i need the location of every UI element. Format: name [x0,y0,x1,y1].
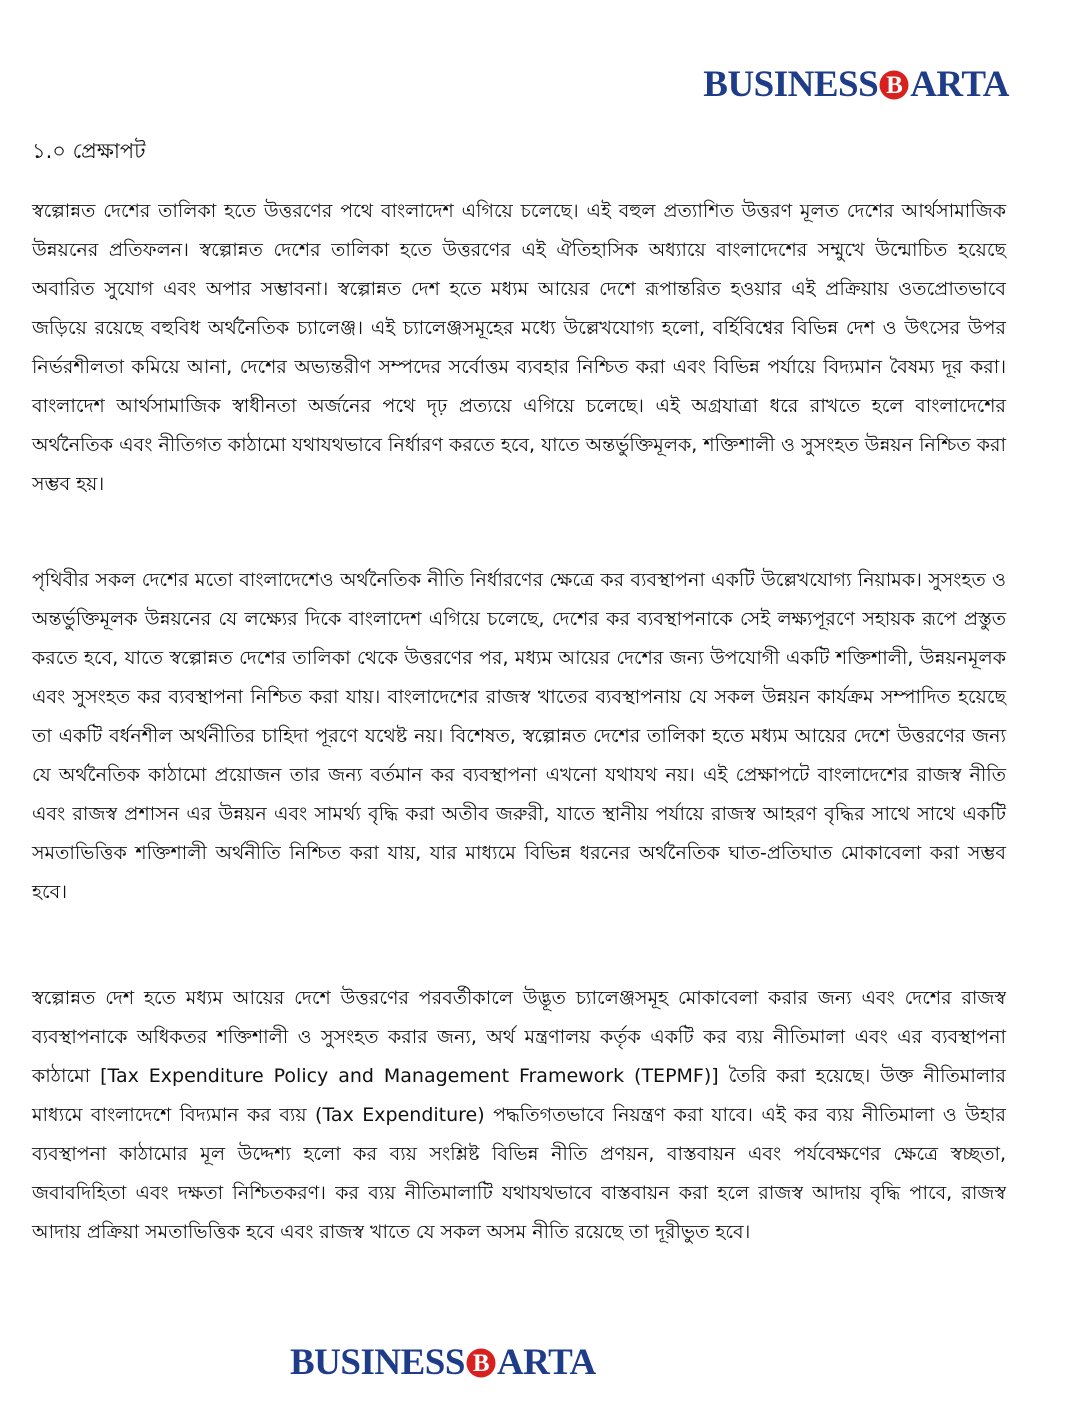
paragraph-context-1: স্বল্পোন্নত দেশের তালিকা হতে উত্তরণের পথে বাংলাদেশ এগিয়ে চলেছে। এই বহুল প্রত্যাশিত উত্তরণ মূলত দেশের আর্থসামাজিক উন্নয়নের প্রতিফলন। স্বল্পোন্নত দেশের তালিকা হতে উত্তরণের এই ঐতিহাসিক অধ্যায়ে বাংলাদেশের সম্মুখে উন্মোচিত হয়েছে অবারিত সুযোগ এবং অপার সম্ভাবনা। স্বল্পোন্নত দেশ হতে মধ্যম আয়ের দেশে রূপান্তরিত হওয়ার এই প্রক্রিয়ায় ওতপ্রোতভাবে জড়িয়ে রয়েছে বহুবিধ অর্থনৈতিক চ্যালেঞ্জ। এই চ্যালেঞ্জসমূহের মধ্যে উল্লেখযোগ্য হলো, বর্হিবিশ্বের বিভিন্ন দেশ ও উৎসের উপর নির্ভরশীলতা কমিয়ে আনা, দেশের অভ্যন্তরীণ সম্পদের সর্বোত্তম ব্যবহার নিশ্চিত করা এবং বিভিন্ন পর্যায়ে বিদ্যমান বৈষম্য দূর করা। বাংলাদেশ আর্থসামাজিক স্বাধীনতা অর্জনের পথে দৃঢ় প্রত্যয়ে এগিয়ে চলেছে। এই অগ্রযাত্রা ধরে রাখতে হলে বাংলাদেশের অর্থনৈতিক এবং নীতিগত কাঠামো যথাযথভাবে নির্ধারণ করতে হবে, যাতে অন্তর্ভুক্তিমূলক, শক্তিশালী ও সুসংহত উন্নয়ন নিশ্চিত করা সম্ভব হয়। [32,200,1006,495]
logo-text-arta: ARTA [910,64,1009,105]
logo-badge-icon [879,70,909,100]
footer-logo-text-arta: ARTA [496,1342,596,1383]
logo-badge-letter: B [886,71,903,99]
paragraph-context-3: স্বল্পোন্নত দেশ হতে মধ্যম আয়ের দেশে উত্তরণের পরবর্তীকালে উদ্ভূত চ্যালেঞ্জসমূহ মোকাবেলা করার জন্য এবং দেশের রাজস্ব ব্যবস্থাপনাকে অধিকতর শক্তিশালী ও সুসংহত করার জন্য, অর্থ মন্ত্রণালয় কর্তৃক একটি কর ব্যয় নীতিমালা এবং এর ব্যবস্থাপনা কাঠামো [Tax Expenditure Policy and Management Framework (TEPMF)] তৈরি করা হয়েছে। উক্ত নীতিমালার মাধ্যমে বাংলাদেশে বিদ্যমান কর ব্যয় (Tax Expenditure) পদ্ধতিগতভাবে নিয়ন্ত্রণ করা যাবে। এই কর ব্যয় নীতিমালা ও উহার ব্যবস্থাপনা কাঠামোর মূল উদ্দেশ্য হলো কর ব্যয় সংশ্লিষ্ট বিভিন্ন নীতি প্রণয়ন, বাস্তবায়ন এবং পর্যবেক্ষণের ক্ষেত্রে স্বচ্ছতা, জবাবদিহিতা এবং দক্ষতা নিশ্চিতকরণ। কর ব্যয় নীতিমালাটি যথাযথভাবে বাস্তবায়ন করা হলে রাজস্ব আদায় বৃদ্ধি পাবে, রাজস্ব আদায় প্রক্রিয়া সমতাভিত্তিক হবে এবং রাজস্ব খাতে যে সকল অসম নীতি রয়েছে তা দূরীভুত হবে। [32,987,1006,1243]
logo-text-business: BUSINESS [703,64,879,105]
business-barta-logo [703,66,1009,103]
paragraph-context-2: পৃথিবীর সকল দেশের মতো বাংলাদেশেও অর্থনৈতিক নীতি নির্ধারণের ক্ষেত্রে কর ব্যবস্থাপনা একটি উল্লেখযোগ্য নিয়ামক। সুসংহত ও অন্তর্ভুক্তিমূলক উন্নয়নের যে লক্ষ্যের দিকে বাংলাদেশ এগিয়ে চলেছে, দেশের কর ব্যবস্থাপনাকে সেই লক্ষ্যপূরণে সহায়ক রূপে প্রস্তুত করতে হবে, যাতে স্বল্পোন্নত দেশের তালিকা থেকে উত্তরণের পর, মধ্যম আয়ের দেশের জন্য উপযোগী একটি শক্তিশালী, উন্নয়নমূলক এবং সুসংহত কর ব্যবস্থাপনা নিশ্চিত করা যায়। বাংলাদেশের রাজস্ব খাতের ব্যবস্থাপনায় যে সকল উন্নয়ন কার্যক্রম সম্পাদিত হয়েছে তা একটি বর্ধনশীল অর্থনীতির চাহিদা পূরণে যথেষ্ট নয়। বিশেষত, স্বল্পোন্নত দেশের তালিকা হতে মধ্যম আয়ের দেশে উত্তরণের জন্য যে অর্থনৈতিক কাঠামো প্রয়োজন তার জন্য বর্তমান কর ব্যবস্থাপনা এখনো যথাযথ নয়। এই প্রেক্ষাপটে বাংলাদেশের রাজস্ব নীতি এবং রাজস্ব প্রশাসন এর উন্নয়ন এবং সামর্থ্য বৃদ্ধি করা অতীব জরুরী, যাতে স্থানীয় পর্যায়ে রাজস্ব আহরণ বৃদ্ধির সাথে সাথে একটি সমতাভিত্তিক শক্তিশালী অর্থনীতি নিশ্চিত করা যায়, যার মাধ্যমে বিভিন্ন ধরনের অর্থনৈতিক ঘাত-প্রতিঘাত মোকাবেলা করা সম্ভব হবে। [32,569,1006,903]
business-barta-footer-logo [290,1344,596,1381]
footer-logo-badge-letter: B [472,1349,490,1377]
footer-logo-badge-icon [466,1348,496,1378]
section-heading: ১.০ প্রেক্ষাপট [32,139,146,163]
footer-logo-text-business: BUSINESS [290,1342,465,1383]
